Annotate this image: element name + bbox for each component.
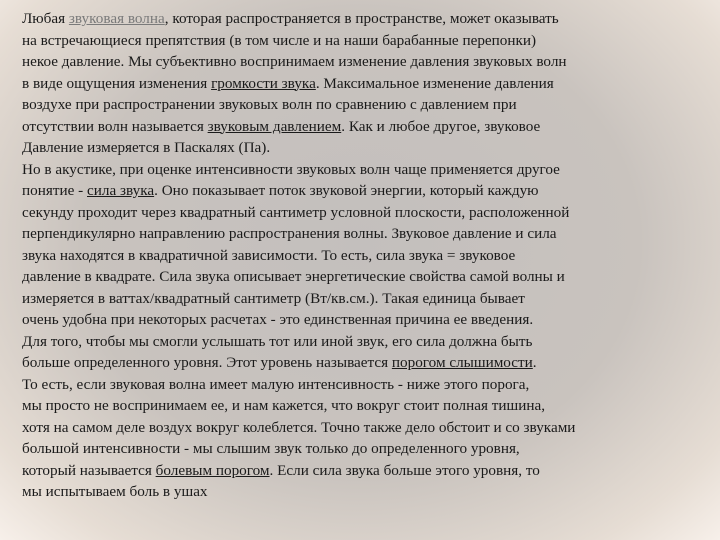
text-segment: Для того, чтобы мы смогли услышать тот или иной звук, его сила должна быть <box>22 332 533 350</box>
text-line <box>22 94 712 116</box>
text-segment: хотя на самом деле воздух вокруг колеблется. Точно также дело обстоит и со звуками <box>22 418 576 436</box>
term-link[interactable]: звуковая волна <box>68 10 165 27</box>
text-line <box>22 395 712 417</box>
text-line <box>22 116 712 138</box>
text-line <box>22 202 712 224</box>
text-segment: давление в квадрате. Сила звука описывает энергетические свойства самой волны и <box>22 268 565 285</box>
text-segment: , которая распространяется в пространстве, может оказывать <box>164 10 559 27</box>
body-text <box>22 8 712 503</box>
text-segment: большой интенсивности - мы слышим звук только до определенного уровня, <box>22 440 520 457</box>
text-line <box>22 180 712 202</box>
text-line <box>22 352 712 374</box>
term-link[interactable]: болевым порогом <box>155 461 270 479</box>
text-segment: . Оно показывает поток звуковой энергии, который каждую <box>154 182 539 199</box>
text-line <box>22 51 712 73</box>
term-link[interactable]: сила звука <box>87 182 155 199</box>
text-segment: Любая <box>22 10 69 27</box>
text-segment: воздухе при распространении звуковых волн по сравнению с давлением при <box>22 96 517 113</box>
text-segment: звука находятся в квадратичной зависимости. То есть, сила звука = звуковое <box>22 246 516 264</box>
text-line <box>22 438 712 460</box>
text-line <box>22 460 712 482</box>
text-line <box>22 30 712 52</box>
text-segment: который называется <box>22 461 156 479</box>
text-segment: . <box>532 354 537 371</box>
text-line <box>22 73 712 95</box>
text-line <box>22 245 712 267</box>
text-segment: мы просто не воспринимаем ее, и нам кажется, что вокруг стоит полная тишина, <box>22 397 546 414</box>
term-link[interactable]: громкости звука <box>211 74 316 92</box>
text-segment: некое давление. Мы субъективно воспринимаем изменение давления звуковых волн <box>22 53 567 70</box>
text-segment: Но в акустике, при оценке интенсивности звуковых волн чаще применяется другое <box>22 160 560 178</box>
text-segment: в виде ощущения изменения <box>22 74 212 92</box>
text-line <box>22 417 712 439</box>
term-link[interactable]: порогом слышимости <box>391 354 533 371</box>
text-line <box>22 481 712 503</box>
text-line <box>22 331 712 353</box>
text-segment: . Максимальное изменение давления <box>315 74 554 92</box>
text-line <box>22 223 712 245</box>
text-segment: . Как и любое другое, звуковое <box>341 117 541 135</box>
text-segment: секунду проходит через квадратный сантиметр условной плоскости, расположенной <box>22 203 570 221</box>
text-segment: измеряется в ваттах/квадратный сантиметр (Вт/кв.см.). Такая единица бывает <box>22 289 525 307</box>
text-line <box>22 8 712 30</box>
text-line <box>22 309 712 331</box>
text-segment: отсутствии волн называется <box>22 117 208 135</box>
text-segment: на встречающиеся препятствия (в том числе и на наши барабанные перепонки) <box>22 31 537 49</box>
text-line <box>22 288 712 310</box>
text-line <box>22 137 712 159</box>
text-segment: . Если сила звука больше этого уровня, то <box>269 461 540 479</box>
text-line <box>22 266 712 288</box>
text-segment: больше определенного уровня. Этот уровень называется <box>22 354 392 371</box>
text-segment: очень удобна при некоторых расчетах - это единственная причина ее введения. <box>22 311 534 328</box>
text-segment: Давление измеряется в Паскалях (Па). <box>22 139 271 156</box>
text-segment: понятие - <box>22 182 87 199</box>
text-segment: мы испытываем боль в ушах <box>22 483 208 500</box>
text-line <box>22 374 712 396</box>
text-segment: перпендикулярно направлению распространения волны. Звуковое давление и сила <box>22 225 557 242</box>
text-segment: То есть, если звуковая волна имеет малую интенсивность - ниже этого порога, <box>22 375 530 393</box>
text-line <box>22 159 712 181</box>
term-link[interactable]: звуковым давлением <box>207 117 342 135</box>
